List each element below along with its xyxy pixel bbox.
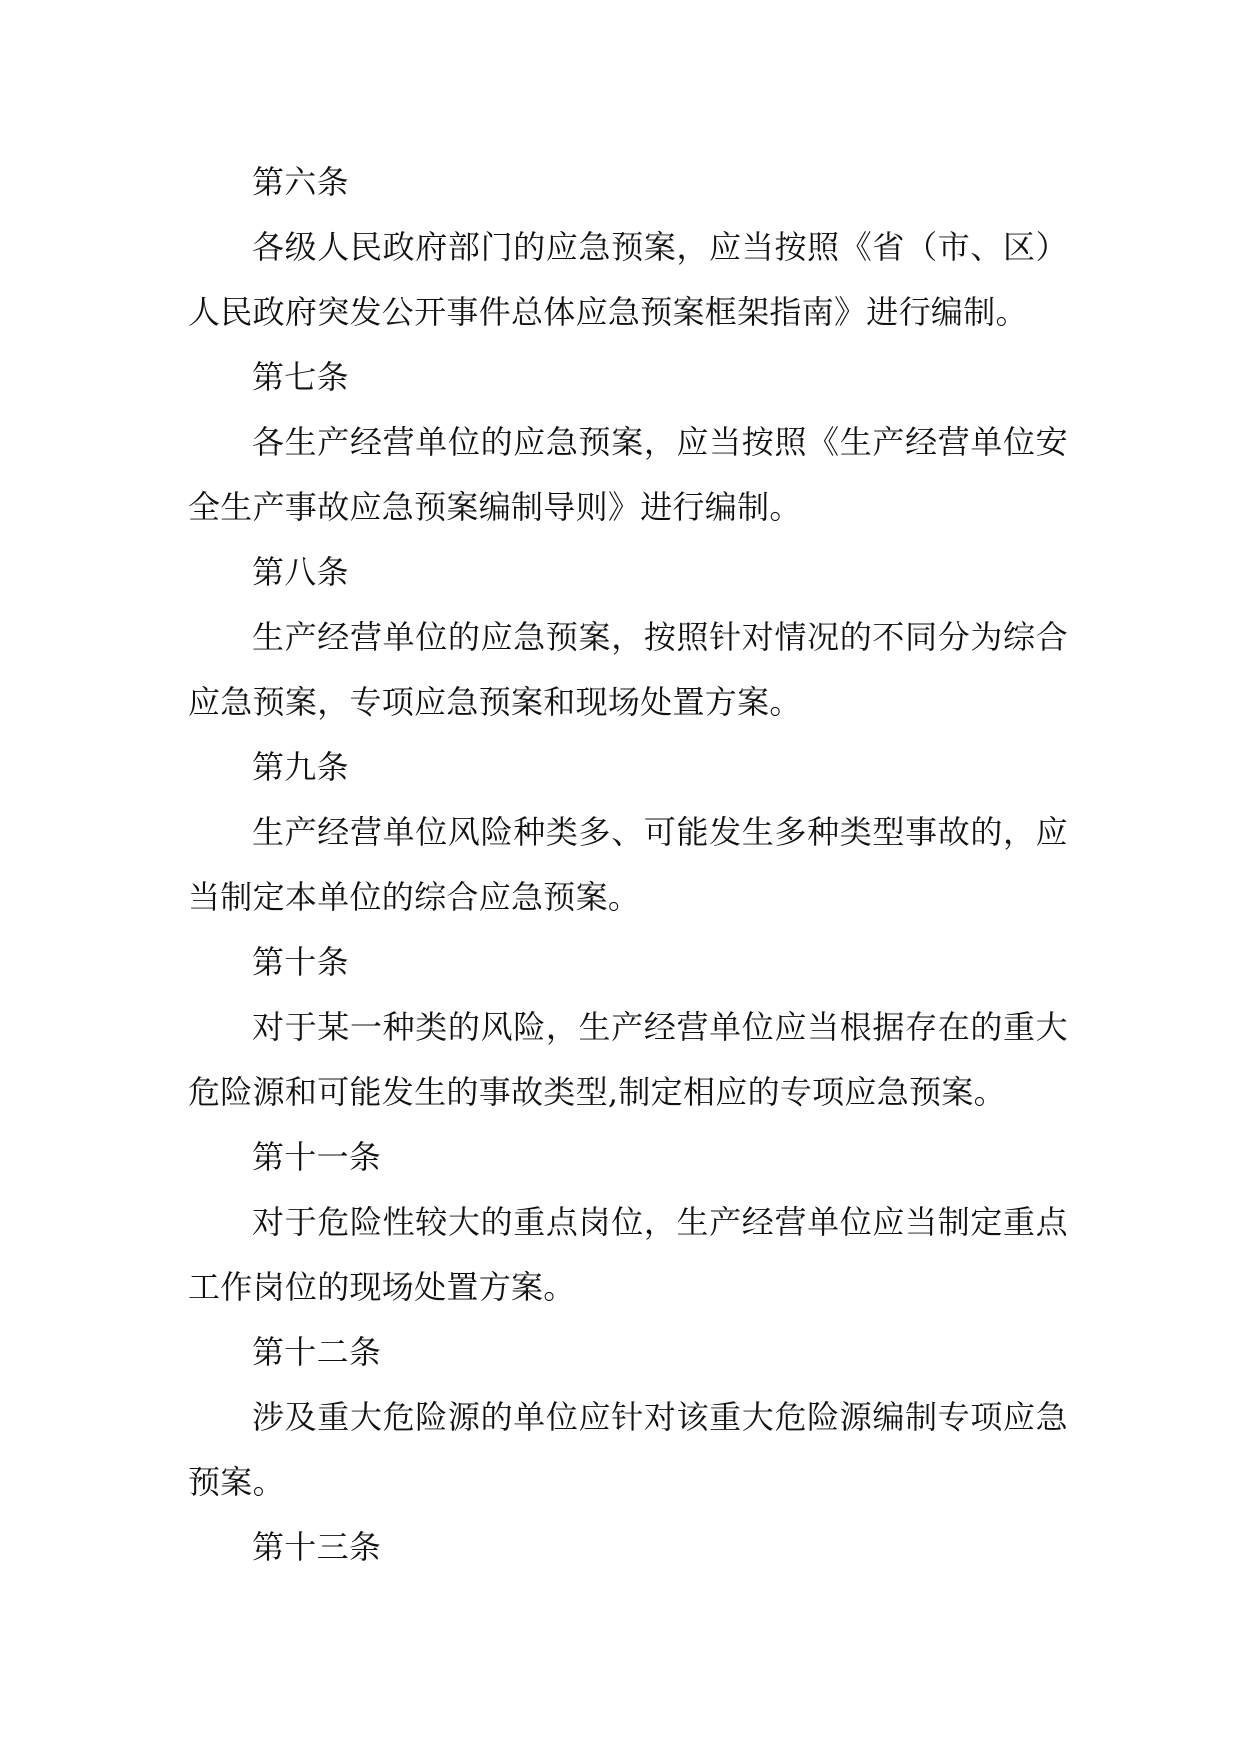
article-11-text: 对于危险性较大的重点岗位，生产经营单位应当制定重点工作岗位的现场处置方案。	[188, 1203, 1068, 1306]
article-8-text: 生产经营单位的应急预案，按照针对情况的不同分为综合应急预案，专项应急预案和现场处置方案。	[188, 618, 1068, 721]
article-9-text: 生产经营单位风险种类多、可能发生多种类型事故的，应当制定本单位的综合应急预案。	[188, 813, 1068, 916]
article-12-heading: 第十二条	[252, 1333, 382, 1371]
article-6-text: 各级人民政府部门的应急预案，应当按照《省（市、区）人民政府突发公开事件总体应急预案框架指南》进行编制。	[188, 228, 1068, 331]
document-body	[188, 150, 1068, 1580]
article-13-heading: 第十三条	[252, 1528, 382, 1566]
article-7-heading: 第七条	[252, 358, 349, 396]
article-9-heading: 第九条	[252, 748, 349, 786]
article-8-heading: 第八条	[252, 553, 349, 591]
article-7-text: 各生产经营单位的应急预案，应当按照《生产经营单位安全生产事故应急预案编制导则》进行编制。	[188, 423, 1068, 526]
article-12-text: 涉及重大危险源的单位应针对该重大危险源编制专项应急预案。	[188, 1398, 1068, 1501]
article-10-heading: 第十条	[252, 943, 349, 981]
article-11-heading: 第十一条	[252, 1138, 382, 1176]
article-6-heading: 第六条	[252, 163, 349, 201]
article-10-text: 对于某一种类的风险，生产经营单位应当根据存在的重大危险源和可能发生的事故类型,制定相应的专项应急预案。	[188, 1008, 1068, 1111]
